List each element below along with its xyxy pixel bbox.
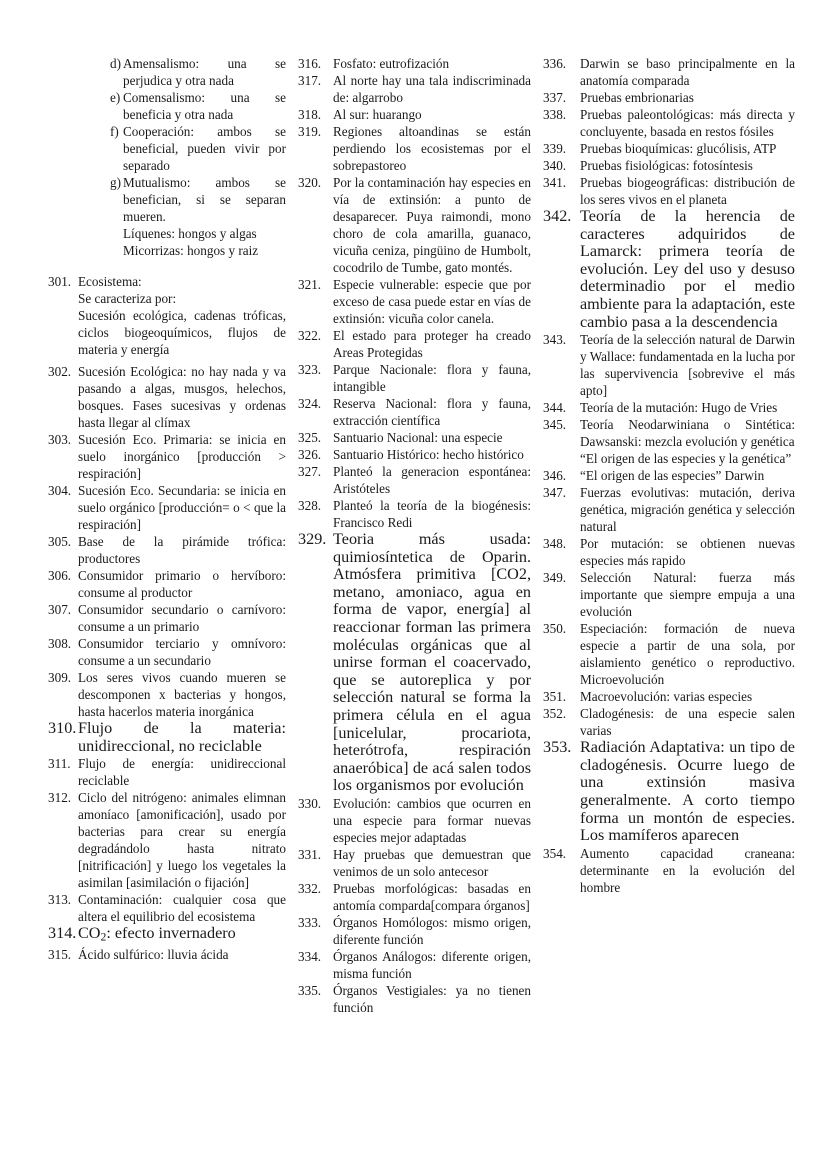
entry-number: 332. (298, 880, 322, 896)
entry-text-line: Pruebas biogeográficas: distribución de los seres vivos en el planeta (580, 175, 795, 207)
entry-text (580, 399, 795, 416)
entry-text-line: Consumidor terciario y omnívoro: consume a un secundario (78, 636, 286, 668)
numbered-entry (543, 399, 795, 416)
entry-text (580, 467, 795, 484)
entry-number: 316. (298, 56, 322, 71)
entry-text-line: Especie vulnerable: especie que por exceso de casa puede estar en vías de extinsión: vicuña color canela. (333, 277, 531, 326)
sub-item-text: Amensalismo: una se perjudica y otra nada (123, 56, 286, 88)
numbered-entry (543, 174, 795, 208)
entry-text-line: “El origen de las especies y la genética” (580, 451, 792, 467)
entry-text-line: Pruebas bioquímicas: glucólisis, ATP (580, 141, 777, 156)
entry-text (580, 620, 795, 688)
entry-number: 333. (298, 914, 322, 930)
numbered-entry (543, 89, 795, 106)
numbered-entry (298, 982, 531, 1016)
entry-number: 338. (543, 107, 567, 122)
entry-text-line: Consumidor primario o hervíboro: consume al productor (78, 568, 286, 600)
entry-number: 305. (48, 534, 72, 549)
entry-text-line: Planteó la generacion espontánea: Aristóteles (333, 464, 531, 496)
entry-number: 322. (298, 328, 322, 343)
numbered-entry (298, 846, 531, 880)
entry-text (333, 72, 531, 106)
entry-text (333, 174, 531, 276)
entry-text (333, 795, 531, 846)
numbered-entry (543, 106, 795, 140)
entry-number: 313. (48, 892, 72, 908)
lettered-sub-item (48, 55, 286, 89)
entry-text-line: Órganos Análogos: diferente origen, misma función (333, 948, 531, 981)
entry-number: 303. (48, 432, 72, 447)
numbered-entry (48, 789, 286, 891)
entry-text-line: Al norte hay una tala indiscriminada de: algarrobo (333, 73, 531, 105)
entry-text-line: $CO_2$: efecto invernadero (78, 924, 236, 944)
entry-number: 348. (543, 536, 567, 552)
entry-text (333, 55, 531, 72)
numbered-entry (543, 688, 795, 705)
entry-text-line: Base de la pirámide trófica: productores (78, 534, 286, 566)
entry-number: 346. (543, 468, 567, 484)
entry-text (580, 416, 795, 467)
entry-text-line: Sucesión ecológica, cadenas tróficas, ciclos biogeoquímicos, flujos de materia y energía (78, 308, 286, 357)
entry-number: 314. (48, 924, 77, 943)
numbered-entry (48, 925, 286, 946)
numbered-entry (298, 106, 531, 123)
entry-number: 336. (543, 56, 567, 71)
entry-text-line: Ácido sulfúrico: lluvia ácida (78, 947, 229, 963)
entry-text (78, 567, 286, 601)
entry-text-line: Pruebas morfológicas: basadas en antomía comparda[compara órganos] (333, 880, 531, 913)
numbered-entry (298, 497, 531, 531)
entry-text-line: Órganos Homólogos: mismo origen, diferente función (333, 914, 531, 947)
entry-text-line: Hay pruebas que demuestran que venimos de un solo antecesor (333, 846, 531, 879)
numbered-entry-list-three (543, 55, 795, 896)
entry-text-line: Teoría de la herencia de caracteres adquiridos de Lamarck: primera teoría de evolución. Ley del uso y desuso determinadio por el medio ambiente para la adaptación, este cambio pasa a la descendencia (580, 207, 795, 331)
entry-number: 323. (298, 362, 322, 377)
numbered-entry (298, 276, 531, 327)
entry-text-line: Selección Natural: fuerza más importante que siempre empuja a una evolución (580, 570, 795, 620)
entry-text-line: Parque Nacionale: flora y fauna, intangible (333, 362, 531, 394)
entry-number: 309. (48, 670, 72, 685)
entry-number: 320. (298, 175, 322, 190)
entry-text (580, 569, 795, 620)
entry-text-line: Teoría de la selección natural de Darwin y Wallace: fundamentada en la lucha por las supervivencia [sobrevive el más apto] (580, 332, 795, 399)
column-one-spacer (48, 259, 286, 268)
extra-indented-lines (48, 225, 286, 259)
entry-number: 301. (48, 274, 72, 289)
entry-text-line: Los seres vivos cuando mueren se descomponen x bacterias y hongos, hasta hacerlos materia inorgánica (78, 670, 286, 719)
entry-text (78, 273, 286, 358)
numbered-entry (48, 669, 286, 720)
numbered-entry (543, 620, 795, 688)
numbered-entry (298, 446, 531, 463)
entry-number: 352. (543, 706, 567, 722)
entry-text-line: Santuario Histórico: hecho histórico (333, 447, 524, 462)
entry-text-line: “El origen de las especies” Darwin (580, 468, 765, 484)
numbered-entry (543, 535, 795, 569)
entry-number: 327. (298, 464, 322, 479)
numbered-entry (543, 845, 795, 896)
entry-text (78, 482, 286, 533)
numbered-entry (298, 327, 531, 361)
entry-number: 350. (543, 621, 567, 637)
entry-text-line: Ecosistema: (78, 274, 142, 289)
entry-text-line: Evolución: cambios que ocurren en una especie para formar nuevas especies mejor adaptadas (333, 795, 531, 845)
entry-text (333, 429, 531, 446)
entry-text-line: Regiones altoandinas se están perdiendo los ecosistemas por el sobrepastoreo (333, 124, 531, 173)
numbered-entry (48, 720, 286, 755)
entry-text-line: Ciclo del nitrógeno: animales elimnan amoníaco [amonificación], usado por bacterias para crear su energía degradándolo hasta nitrato [nitrificación] y luego los vegetales la asimilan [asimilación o fijación] (78, 790, 286, 891)
entry-text (333, 846, 531, 880)
entry-text-line: Fuerzas evolutivas: mutación, deriva genética, migración genética y selección natural (580, 485, 795, 535)
entry-number: 335. (298, 982, 322, 998)
entry-number: 326. (298, 447, 322, 462)
entry-text-line: Darwin se baso principalmente en la anatomía comparada (580, 56, 795, 88)
entry-number: 353. (543, 738, 572, 757)
entry-number: 324. (298, 396, 322, 411)
entry-number: 340. (543, 158, 567, 173)
entry-text-line: Reserva Nacional: flora y fauna, extracción científica (333, 396, 531, 428)
entry-text (78, 363, 286, 431)
column-three (543, 55, 795, 896)
sub-item-text: Cooperación: ambos se beneficial, pueden vivir por separado (123, 124, 286, 173)
numbered-entry (543, 484, 795, 535)
numbered-entry (298, 123, 531, 174)
entry-text (78, 755, 286, 789)
entry-text-line: Aumento capacidad craneana: determinante en la evolución del hombre (580, 845, 795, 895)
numbered-entry (298, 880, 531, 914)
sub-item-text: Comensalismo: una se beneficia y otra nada (123, 90, 286, 122)
entry-text-line: Macroevolución: varias especies (580, 689, 753, 705)
entry-text (78, 635, 286, 669)
entry-number: 321. (298, 277, 322, 292)
entry-text-line: Teoría Neodarwiniana o Sintética: Dawsanski: mezcla evolución y genética (580, 417, 795, 450)
numbered-entry (543, 416, 795, 467)
sub-item-letter: d) (110, 56, 121, 71)
entry-number: 347. (543, 485, 567, 501)
numbered-entry (543, 467, 795, 484)
numbered-entry (543, 208, 795, 331)
sub-item-letter: e) (110, 90, 121, 105)
entry-text (333, 395, 531, 429)
numbered-entry (298, 948, 531, 982)
entry-text (333, 531, 531, 795)
entry-text (78, 533, 286, 567)
entry-number: 337. (543, 90, 567, 105)
entry-text (580, 688, 795, 705)
entry-number: 329. (298, 530, 327, 548)
numbered-entry (48, 431, 286, 482)
entry-text (580, 739, 795, 845)
entry-number: 307. (48, 602, 72, 617)
numbered-entry (48, 946, 286, 963)
column-two (298, 55, 543, 1016)
entry-number: 331. (298, 846, 322, 862)
entry-text-line: Sucesión Eco. Primaria: se inicia en suelo inorgánico [producción > respiración] (78, 432, 286, 481)
entry-number: 306. (48, 568, 72, 583)
numbered-entry (48, 273, 286, 358)
numbered-entry (543, 55, 795, 89)
entry-number: 328. (298, 498, 322, 513)
entry-number: 318. (298, 107, 322, 122)
entry-number: 308. (48, 636, 72, 651)
entry-text-line: Flujo de energía: unidireccional reciclable (78, 756, 286, 789)
entry-text (580, 174, 795, 208)
lettered-sub-item (48, 123, 286, 174)
entry-text (78, 891, 286, 925)
entry-text-line: Contaminación: cualquier cosa que altera el equilibrio del ecosistema (78, 892, 286, 925)
entry-text (580, 845, 795, 896)
entry-text-line: Teoria más usada: quimiosíntetica de Oparin. Atmósfera primitiva [CO2, metano, amoniaco, agua en forma de vapor, energía] al reaccionar forman las primera moléculas orgánicas que al unirse forman el coacervado, que se autoreplica y por selección natural se forma la primera célula en el agua [unicelular, procariota, heterótrofa, respiración anaeróbica] de acá salen todos los organismos por evolución (333, 530, 531, 795)
sub-item-text: Mutualismo: ambos se benefician, si se separan mueren. (123, 175, 286, 224)
entry-number: 339. (543, 141, 567, 156)
entry-text (580, 331, 795, 399)
numbered-entry (543, 157, 795, 174)
entry-text (580, 484, 795, 535)
numbered-entry (48, 891, 286, 925)
entry-text (333, 361, 531, 395)
entry-number: 334. (298, 948, 322, 964)
entry-text (333, 948, 531, 982)
numbered-entry (298, 55, 531, 72)
lettered-sub-item (48, 174, 286, 225)
entry-text (78, 431, 286, 482)
entry-text (580, 89, 795, 106)
entry-text-line: Especiación: formación de nueva especie a partir de una sola, por aislamiento genético o reproductivo. Microevolución (580, 621, 795, 688)
entry-number: 325. (298, 430, 322, 445)
numbered-entry (298, 914, 531, 948)
entry-text (333, 463, 531, 497)
numbered-entry (298, 795, 531, 846)
sub-item-letter: f) (110, 124, 119, 139)
numbered-entry (48, 635, 286, 669)
numbered-entry (48, 482, 286, 533)
entry-number: 311. (48, 756, 71, 772)
entry-text (333, 327, 531, 361)
indented-note-line: Líquenes: hongos y algas (123, 226, 257, 241)
numbered-entry (48, 533, 286, 567)
entry-number: 310. (48, 719, 77, 737)
column-one (48, 55, 298, 963)
entry-number: 354. (543, 845, 567, 861)
numbered-entry-list-one (48, 268, 286, 963)
entry-text (580, 535, 795, 569)
entry-number: 304. (48, 483, 72, 498)
entry-text-line: Radiación Adaptativa: un tipo de cladogénesis. Ocurre luego de una extinsión masiva generalmente. A corto tiempo forma un montón de especies. Los mamíferos aparecen (580, 738, 795, 845)
entry-text-line: Pruebas paleontológicas: más directa y concluyente, basada en restos fósiles (580, 107, 795, 139)
entry-text (333, 914, 531, 948)
entry-text (333, 446, 531, 463)
entry-number: 302. (48, 364, 72, 379)
numbered-entry (543, 331, 795, 399)
numbered-entry (298, 429, 531, 446)
entry-text (78, 789, 286, 891)
entry-text (580, 106, 795, 140)
numbered-entry (48, 567, 286, 601)
entry-text (580, 208, 795, 331)
entry-text-line: Santuario Nacional: una especie (333, 430, 503, 445)
numbered-entry (298, 174, 531, 276)
entry-text-line: Flujo de la materia: unidireccional, no reciclable (78, 719, 286, 755)
numbered-entry (298, 395, 531, 429)
entry-text-line: El estado para proteger ha creado Areas Protegidas (333, 328, 531, 360)
entry-text (333, 106, 531, 123)
entry-text-line: Al sur: huarango (333, 107, 422, 122)
sub-item-letter: g) (110, 175, 121, 190)
sub-item-list (48, 55, 286, 225)
numbered-entry (298, 531, 531, 795)
numbered-entry (543, 140, 795, 157)
entry-text (78, 669, 286, 720)
three-column-layout (48, 55, 795, 1016)
entry-text-line: Pruebas fisiológicas: fotosíntesis (580, 158, 753, 173)
entry-text-line: Fosfato: eutrofización (333, 56, 450, 71)
entry-text-line: Se caracteriza por: (78, 291, 177, 306)
entry-text-line: Teoría de la mutación: Hugo de Vries (580, 400, 778, 416)
numbered-entry-list-two (298, 55, 531, 1016)
entry-text-line: Sucesión Eco. Secundaria: se inicia en suelo orgánico [producción= o < que la respiración] (78, 483, 286, 532)
entry-text (333, 497, 531, 531)
entry-text (78, 601, 286, 635)
entry-number: 341. (543, 175, 567, 190)
numbered-entry (298, 463, 531, 497)
numbered-entry (543, 705, 795, 739)
entry-number: 330. (298, 795, 322, 811)
entry-number: 345. (543, 417, 567, 433)
entry-text (333, 880, 531, 914)
entry-text-line: Por la contaminación hay especies en vía de extinsión: a punto de desaparecer. Puya raimondi, mono choro de cola amarilla, guanaco, vicuña ceniza, pingüino de Humbolt, cocodrilo de Tumbe, gato montés. (333, 175, 531, 275)
entry-text (78, 946, 286, 963)
indented-note-line: Micorrizas: hongos y raiz (123, 243, 259, 258)
entry-number: 344. (543, 400, 567, 416)
entry-number: 342. (543, 207, 572, 225)
entry-number: 319. (298, 124, 322, 139)
entry-text (78, 720, 286, 755)
entry-number: 351. (543, 689, 567, 705)
entry-text-line: Consumidor secundario o carnívoro: consume a un primario (78, 602, 286, 634)
entry-text-line: Pruebas embrionarias (580, 90, 694, 105)
entry-number: 343. (543, 332, 567, 348)
entry-text-line: Planteó la teoría de la biogénesis: Francisco Redi (333, 498, 531, 530)
lettered-sub-item (48, 89, 286, 123)
entry-text (580, 705, 795, 739)
entry-text (333, 276, 531, 327)
entry-text-line: Cladogénesis: de una especie salen varias (580, 706, 795, 739)
entry-text-line: Por mutación: se obtienen nuevas especies más rapido (580, 536, 795, 569)
numbered-entry (48, 755, 286, 789)
numbered-entry (48, 601, 286, 635)
entry-number: 315. (48, 947, 72, 963)
entry-text (580, 55, 795, 89)
entry-text (580, 157, 795, 174)
entry-text (333, 982, 531, 1016)
entry-number: 349. (543, 570, 567, 586)
numbered-entry (48, 363, 286, 431)
numbered-entry (543, 739, 795, 845)
numbered-entry (298, 361, 531, 395)
entry-text (78, 925, 286, 946)
entry-number: 312. (48, 790, 72, 806)
entry-number: 317. (298, 73, 322, 88)
numbered-entry (298, 72, 531, 106)
entry-text-line: Sucesión Ecológica: no hay nada y va pasando a algas, musgos, helechos, bosques. Fases sucesivas y ordenas hasta llegar al clímax (78, 364, 286, 430)
numbered-entry (543, 569, 795, 620)
entry-text (333, 123, 531, 174)
entry-text-line: Órganos Vestigiales: ya no tienen función (333, 982, 531, 1015)
entry-text (580, 140, 795, 157)
